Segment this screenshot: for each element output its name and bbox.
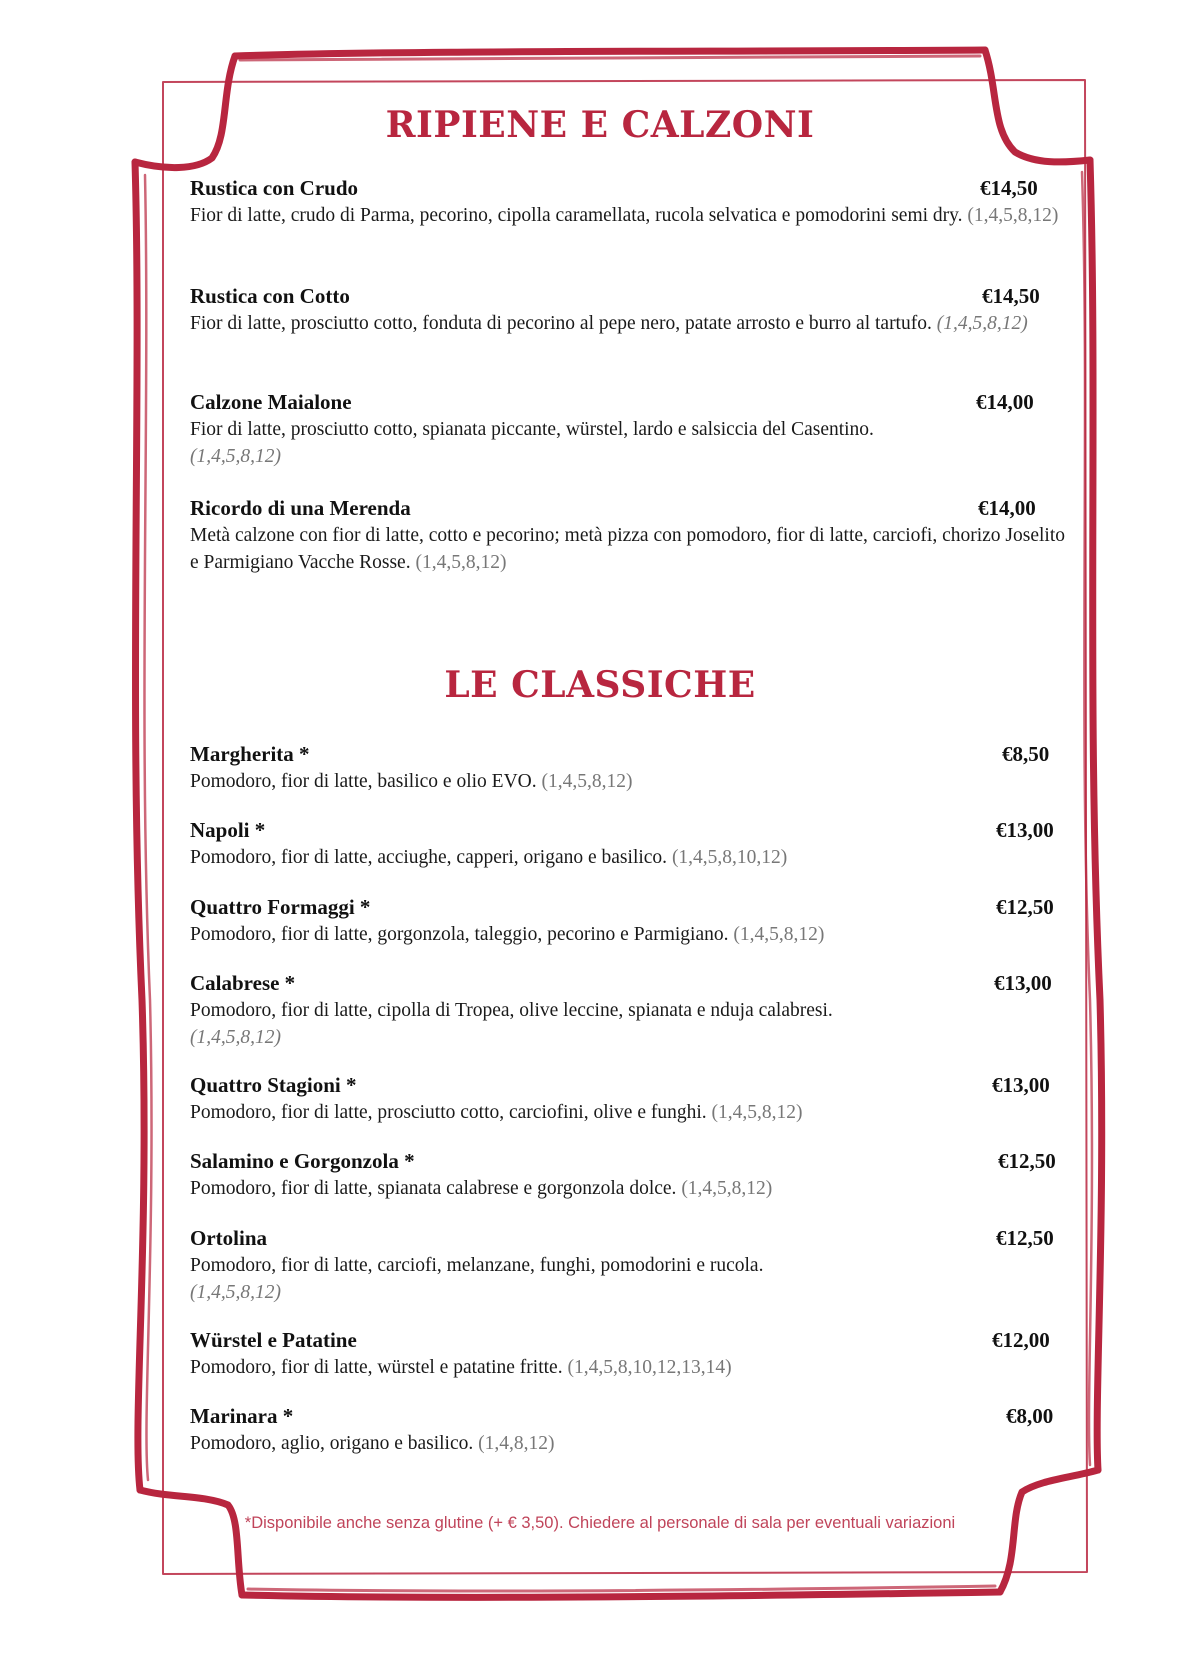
menu-item — [190, 818, 1070, 871]
menu-item — [190, 390, 1070, 470]
menu-item — [190, 284, 1070, 337]
item-description: Pomodoro, fior di latte, carciofi, melanzane, funghi, pomodorini e rucola. (1,4,5,8,12) — [190, 1255, 764, 1303]
item-name: Ricordo di una Merenda — [190, 496, 411, 520]
item-description: Pomodoro, fior di latte, spianata calabrese e gorgonzola dolce. (1,4,5,8,12) — [190, 1178, 773, 1199]
item-price: €12,50 — [998, 1149, 1056, 1173]
item-allergens: (1,4,5,8,12) — [936, 313, 1028, 334]
item-description: Fior di latte, prosciutto cotto, fonduta di pecorino al pepe nero, patate arrosto e burro al tartufo. (1,4,5,8,12) — [190, 313, 1028, 334]
item-allergens: (1,4,5,8,12) — [541, 771, 633, 792]
item-name: Marinara * — [190, 1404, 294, 1428]
item-name: Quattro Formaggi * — [190, 895, 371, 919]
item-name: Ortolina — [190, 1226, 267, 1250]
item-allergens: (1,4,5,8,12) — [190, 1027, 281, 1048]
item-allergens: (1,4,5,8,12) — [733, 924, 825, 945]
item-description: Pomodoro, fior di latte, acciughe, capperi, origano e basilico. (1,4,5,8,10,12) — [190, 847, 788, 868]
item-allergens: (1,4,5,8,12) — [415, 552, 507, 573]
item-name: Rustica con Crudo — [190, 176, 359, 200]
section-title-ripiene-e-calzoni: RIPIENE E CALZONI — [385, 104, 815, 146]
item-price: €13,00 — [994, 971, 1052, 995]
menu-item — [190, 1328, 1070, 1381]
item-name: Napoli * — [190, 818, 266, 842]
item-price: €14,50 — [980, 176, 1038, 200]
item-description: Pomodoro, fior di latte, basilico e olio EVO. (1,4,5,8,12) — [190, 771, 633, 792]
item-price: €14,00 — [978, 496, 1036, 520]
item-description: Pomodoro, fior di latte, würstel e patatine fritte. (1,4,5,8,10,12,13,14) — [190, 1357, 732, 1378]
item-price: €8,00 — [1006, 1404, 1054, 1428]
item-price: €13,00 — [992, 1073, 1050, 1097]
menu-item — [190, 1149, 1070, 1202]
item-description: Fior di latte, prosciutto cotto, spianata piccante, würstel, lardo e salsiccia del Casentino. (1,4,5,8,12) — [190, 419, 874, 467]
menu-item — [190, 895, 1070, 948]
item-price: €12,00 — [992, 1328, 1050, 1352]
menu-item — [190, 1404, 1070, 1457]
item-name: Calzone Maialone — [190, 390, 352, 414]
item-description: Pomodoro, fior di latte, gorgonzola, taleggio, pecorino e Parmigiano. (1,4,5,8,12) — [190, 924, 825, 945]
item-price: €13,00 — [996, 818, 1054, 842]
item-name: Calabrese * — [190, 971, 296, 995]
item-description: Pomodoro, fior di latte, prosciutto cotto, carciofini, olive e funghi. (1,4,5,8,12) — [190, 1102, 803, 1123]
menu-item — [190, 176, 1070, 229]
item-price: €12,50 — [996, 1226, 1054, 1250]
item-description: Pomodoro, fior di latte, cipolla di Tropea, olive leccine, spianata e nduja calabresi. (1,4,5,8,12) — [190, 1000, 833, 1048]
item-allergens: (1,4,5,8,12) — [190, 1282, 281, 1303]
item-allergens: (1,4,5,8,10,12) — [671, 847, 788, 868]
menu-item — [190, 971, 1070, 1051]
item-allergens: (1,4,5,8,12) — [967, 205, 1059, 226]
item-price: €8,50 — [1002, 742, 1050, 766]
gluten-free-note: *Disponibile anche senza glutine (+ € 3,50). Chiedere al personale di sala per eventuali variazioni — [244, 1514, 956, 1532]
menu-item — [190, 742, 1070, 795]
item-allergens: (1,4,5,8,10,12,13,14) — [567, 1357, 732, 1378]
item-name: Margherita * — [190, 742, 310, 766]
item-description: Fior di latte, crudo di Parma, pecorino, cipolla caramellata, rucola selvatica e pomodorini semi dry. (1,4,5,8,12) — [190, 205, 1059, 226]
item-description: Pomodoro, aglio, origano e basilico. (1,4,8,12) — [190, 1433, 555, 1454]
section-title-le-classiche: LE CLASSICHE — [444, 664, 756, 706]
item-allergens: (1,4,5,8,12) — [190, 446, 281, 467]
item-description: Metà calzone con fior di latte, cotto e pecorino; metà pizza con pomodoro, fior di latte, carciofi, chorizo Joselito e Parmigiano Vacche Rosse. (1,4,5,8,12) — [190, 525, 1066, 573]
item-name: Salamino e Gorgonzola * — [190, 1149, 415, 1173]
item-name: Rustica con Cotto — [190, 284, 350, 308]
item-price: €14,50 — [982, 284, 1040, 308]
item-name: Würstel e Patatine — [190, 1328, 357, 1352]
item-allergens: (1,4,5,8,12) — [711, 1102, 803, 1123]
item-allergens: (1,4,5,8,12) — [681, 1178, 773, 1199]
menu-item — [190, 1073, 1070, 1126]
item-name: Quattro Stagioni * — [190, 1073, 357, 1097]
item-price: €12,50 — [996, 895, 1054, 919]
menu-item — [190, 496, 1070, 576]
item-allergens: (1,4,8,12) — [478, 1433, 555, 1454]
item-price: €14,00 — [976, 390, 1034, 414]
menu-item — [190, 1226, 1070, 1306]
